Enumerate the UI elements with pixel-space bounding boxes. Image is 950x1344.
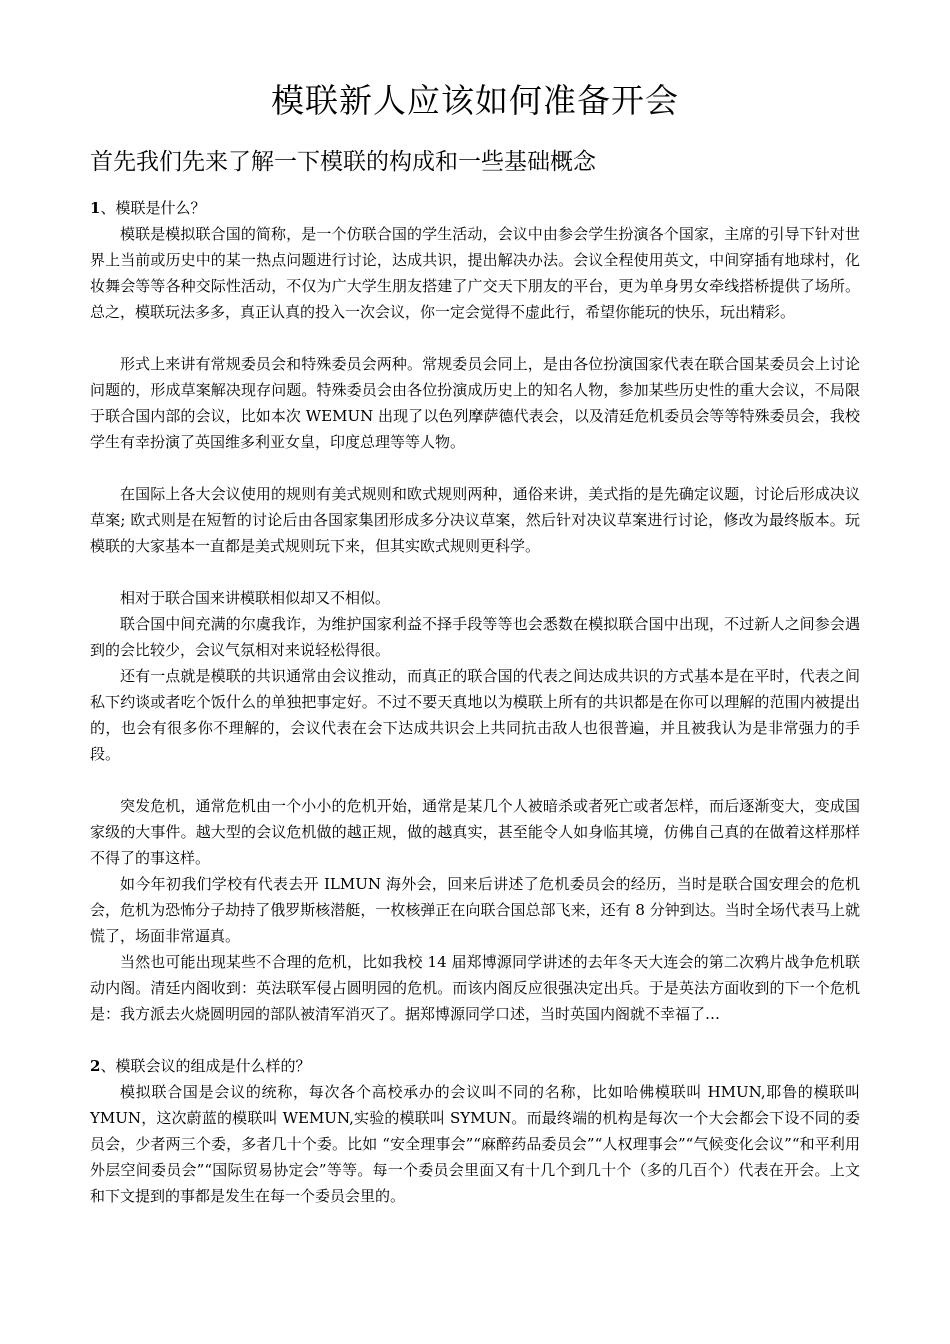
paragraph-gap [90,325,860,351]
section-2-heading-text: 、模联会议的组成是什么样的？ [100,1057,311,1075]
section-2-number: 2 [90,1057,101,1075]
section-1-heading [90,195,860,221]
section-1-heading-text: 、模联是什么？ [100,199,206,217]
paragraph: 相对于联合国来讲模联相似却又不相似。 [120,589,391,607]
paragraph: 模联是模拟联合国的简称，是一个仿联合国的学生活动，会议中由参会学生扮演各个国家，主席的引导下针对世界上当前或历史中的某一热点问题进行讨论，达成共识，提出解决办法。会议全程使用英文，中间穿插有地球村，化妆舞会等等各种交际性活动，不仅为广大学生朋友搭建了广交天下朋友的平台，更为单身男女牵线搭桥提供了场所。总之，模联玩法多多，真正认真的投入一次会议，你一定会觉得不虚此行，希望你能玩的快乐，玩出精彩。 [90,225,860,321]
section-2-heading [90,1053,860,1079]
paragraph: 联合国中间充满的尔虞我诈，为维护国家利益不择手段等等也会悉数在模拟联合国中出现，不过新人之间参会遇到的会比较少，会议气氛相对来说轻松得很。 [90,615,860,659]
paragraph: 形式上来讲有常规委员会和特殊委员会两种。常规委员会同上，是由各位扮演国家代表在联合国某委员会上讨论问题的，形成草案解决现存问题。特殊委员会由各位扮演成历史上的知名人物，参加某些历史性的重大会议，不局限于联合国内部的会议，比如本次 WEMUN 出现了以色列摩萨德代表会，以及清廷危机委员会等等特殊委员会，我校学生有幸扮演了英国维多利亚女皇，印度总理等等人物。 [90,355,860,451]
paragraph: 在国际上各大会议使用的规则有美式规则和欧式规则两种，通俗来讲，美式指的是先确定议题，讨论后形成决议草案; 欧式则是在短暂的讨论后由各国家集团形成多分决议草案，然后针对决议草案进行讨论，修改为最终版本。玩模联的大家基本一直都是美式规则玩下来，但其实欧式规则更科学。 [90,485,860,555]
section-gap [90,1027,860,1053]
paragraph: 还有一点就是模联的共识通常由会议推动，而真正的联合国的代表之间达成共识的方式基本是在平时，代表之间私下约谈或者吃个饭什么的单独把事定好。不过不要天真地以为模联上所有的共识都是在你可以理解的范围内被提出的，也会有很多你不理解的，会议代表在会下达成共识会上共同抗击敌人也很普遍，并且被我认为是非常强力的手段。 [90,667,860,763]
document-title: 模联新人应该如何准备开会 [271,81,679,120]
paragraph: 突发危机，通常危机由一个小小的危机开始，通常是某几个人被暗杀或者死亡或者怎样，而后逐渐变大，变成国家级的大事件。越大型的会议危机做的越正规，做的越真实，甚至能令人如身临其境，仿佛自己真的在做着这样那样不得了的事这样。 [90,797,860,867]
paragraph-gap [90,767,860,793]
paragraph: 如今年初我们学校有代表去开 ILMUN 海外会，回来后讲述了危机委员会的经历，当时是联合国安理会的危机会，危机为恐怖分子劫持了俄罗斯核潜艇，一枚核弹正在向联合国总部飞来，还有 8 分钟到达。当时全场代表马上就慌了，场面非常逼真。 [90,875,860,945]
section-1-number: 1 [90,199,101,217]
document-subtitle: 首先我们先来了解一下模联的构成和一些基础概念 [90,149,596,175]
paragraph-gap [90,455,860,481]
paragraph: 模拟联合国是会议的统称，每次各个高校承办的会议叫不同的名称，比如哈佛模联叫 HMUN,耶鲁的模联叫 YMUN，这次蔚蓝的模联叫 WEMUN,实验的模联叫 SYMUN。而最终端的机构是每次一个大会都会下设不同的委员会，少者两三个委，多者几十个委。比如 “安全理事会”“麻醉药品委员会”“人权理事会”“气候变化会议”“和平利用外层空间委员会”“国际贸易协定会”等等。每一个委员会里面又有十几个到几十个（多的几百个）代表在开会。上文和下文提到的事都是发生在每一个委员会里的。 [90,1083,860,1205]
paragraph: 当然也可能出现某些不合理的危机，比如我校 14 届郑博源同学讲述的去年冬天大连会的第二次鸦片战争危机联动内阁。清廷内阁收到：英法联军侵占圆明园的危机。而该内阁反应很强决定出兵。于是英法方面收到的下一个危机是：我方派去火烧圆明园的部队被清军消灭了。据郑博源同学口述，当时英国内阁就不幸福了… [90,953,860,1023]
section-1 [90,195,860,1027]
paragraph-gap [90,559,860,585]
section-2 [90,1053,860,1209]
